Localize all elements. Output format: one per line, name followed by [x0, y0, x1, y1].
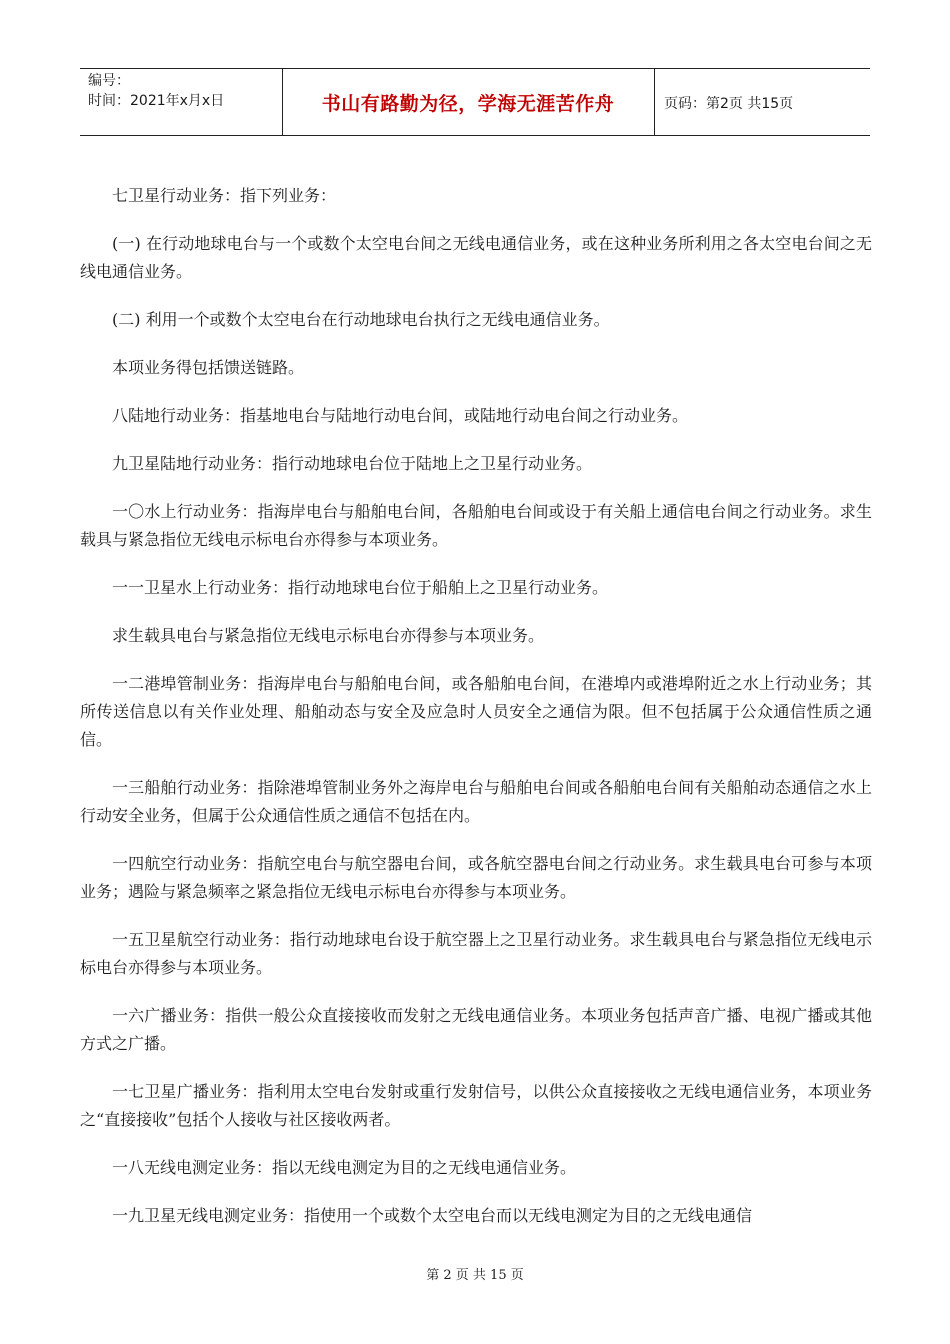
paragraph: 一九卫星无线电测定业务：指使用一个或数个太空电台而以无线电测定为目的之无线电通信: [112, 1206, 753, 1225]
header-divider-right: [654, 69, 655, 135]
paragraph: 一七卫星广播业务：指利用太空电台发射或重行发射信号，以供公众直接接收之无线电通信业务，本项业务之“直接接收”包括个人接收与社区接收两者。: [80, 1082, 872, 1129]
paragraph: 本项业务得包括馈送链路。: [112, 358, 305, 377]
paragraph: 一六广播业务：指供一般公众直接接收而发射之无线电通信业务。本项业务包括声音广播、电视广播或其他方式之广播。: [80, 1006, 872, 1053]
paragraph: 一二港埠管制业务：指海岸电台与船舶电台间，或各船舶电台间，在港埠内或港埠附近之水上行动业务；其所传送信息以有关作业处理、船舶动态与安全及应急时人员安全之通信为限。但不包括属于公众通信性质之通信。: [80, 674, 872, 749]
page-header: [80, 68, 870, 136]
paragraph: 九卫星陆地行动业务：指行动地球电台位于陆地上之卫星行动业务。: [112, 454, 593, 473]
document-date-label: 时间：2021年x月x日: [88, 93, 225, 109]
header-page-info: 页码：第2页 共15页: [664, 96, 794, 112]
header-meta: [88, 71, 224, 111]
paragraph: 一五卫星航空行动业务：指行动地球电台设于航空器上之卫星行动业务。求生载具电台与紧急指位无线电示标电台亦得参与本项业务。: [80, 930, 872, 977]
paragraph: 一三船舶行动业务：指除港埠管制业务外之海岸电台与船舶电台间或各船舶电台间有关船舶动态通信之水上行动安全业务，但属于公众通信性质之通信不包括在内。: [80, 778, 872, 825]
paragraph: 一一卫星水上行动业务：指行动地球电台位于船舶上之卫星行动业务。: [112, 578, 609, 597]
document-body: [80, 182, 872, 1250]
paragraph: 一四航空行动业务：指航空电台与航空器电台间，或各航空器电台间之行动业务。求生载具电台可参与本项业务；遇险与紧急频率之紧急指位无线电示标电台亦得参与本项业务。: [80, 854, 872, 901]
paragraph: 求生载具电台与紧急指位无线电示标电台亦得参与本项业务。: [112, 626, 545, 645]
paragraph: 八陆地行动业务：指基地电台与陆地行动电台间，或陆地行动电台间之行动业务。: [112, 406, 689, 425]
paragraph: (一) 在行动地球电台与一个或数个太空电台间之无线电通信业务，或在这种业务所利用之各太空电台间之无线电通信业务。: [80, 234, 872, 281]
document-number-label: 编号：: [88, 73, 130, 89]
paragraph: (二) 利用一个或数个太空电台在行动地球电台执行之无线电通信业务。: [112, 310, 610, 329]
paragraph: 七卫星行动业务：指下列业务：: [112, 186, 337, 205]
page-footer: 第 2 页 共 15 页: [426, 1268, 524, 1283]
header-motto: 书山有路勤为径，学海无涯苦作舟: [321, 92, 615, 115]
paragraph: 一〇水上行动业务：指海岸电台与船舶电台间，各船舶电台间或设于有关船上通信电台间之行动业务。求生载具与紧急指位无线电示标电台亦得参与本项业务。: [80, 502, 872, 549]
paragraph: 一八无线电测定业务：指以无线电测定为目的之无线电通信业务。: [112, 1158, 577, 1177]
